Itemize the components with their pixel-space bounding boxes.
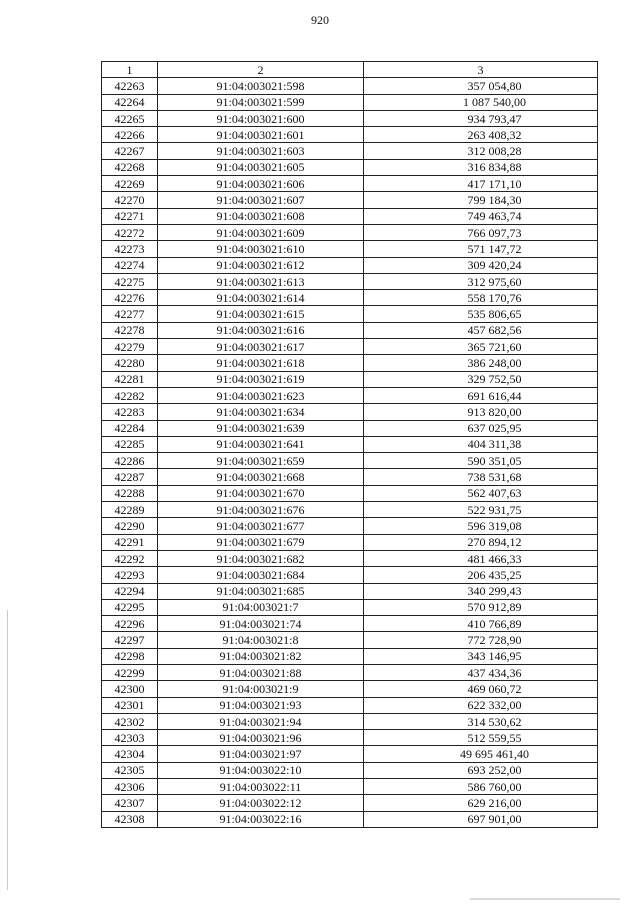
row-number-cell: 42286 (102, 453, 158, 469)
row-number-cell: 42302 (102, 713, 158, 729)
value-cell: 512 559,55 (364, 730, 598, 746)
row-number-cell: 42283 (102, 404, 158, 420)
cadastral-number-cell: 91:04:003021:74 (158, 616, 364, 632)
table-row (102, 567, 598, 583)
row-number-cell: 42301 (102, 697, 158, 713)
value-cell: 309 420,24 (364, 257, 598, 273)
cadastral-number-cell: 91:04:003021:97 (158, 746, 364, 762)
table-row (102, 697, 598, 713)
row-number-cell: 42303 (102, 730, 158, 746)
cadastral-number-cell: 91:04:003021:677 (158, 518, 364, 534)
row-number-cell: 42284 (102, 420, 158, 436)
table-row (102, 599, 598, 615)
cadastral-number-cell: 91:04:003021:612 (158, 257, 364, 273)
table-row (102, 176, 598, 192)
table-row (102, 110, 598, 126)
value-cell: 622 332,00 (364, 697, 598, 713)
scan-footer-mark (470, 898, 620, 900)
value-cell: 437 434,36 (364, 664, 598, 680)
cadastral-number-cell: 91:04:003021:7 (158, 599, 364, 615)
row-number-cell: 42304 (102, 746, 158, 762)
value-cell: 457 682,56 (364, 322, 598, 338)
row-number-cell: 42276 (102, 290, 158, 306)
row-number-cell: 42288 (102, 485, 158, 501)
value-cell: 522 931,75 (364, 502, 598, 518)
row-number-cell: 42274 (102, 257, 158, 273)
table-row (102, 127, 598, 143)
column-header-1: 1 (102, 62, 158, 78)
row-number-cell: 42278 (102, 322, 158, 338)
table-row (102, 664, 598, 680)
value-cell: 629 216,00 (364, 795, 598, 811)
row-number-cell: 42264 (102, 94, 158, 110)
table-row (102, 143, 598, 159)
value-cell: 386 248,00 (364, 355, 598, 371)
row-number-cell: 42291 (102, 534, 158, 550)
cadastral-number-cell: 91:04:003021:617 (158, 339, 364, 355)
value-cell: 312 008,28 (364, 143, 598, 159)
table-row (102, 273, 598, 289)
value-cell: 312 975,60 (364, 273, 598, 289)
cadastral-number-cell: 91:04:003021:598 (158, 78, 364, 94)
value-cell: 913 820,00 (364, 404, 598, 420)
cadastral-number-cell: 91:04:003021:685 (158, 583, 364, 599)
value-cell: 738 531,68 (364, 469, 598, 485)
column-header-3: 3 (364, 62, 598, 78)
value-cell: 329 752,50 (364, 371, 598, 387)
row-number-cell: 42267 (102, 143, 158, 159)
row-number-cell: 42263 (102, 78, 158, 94)
cadastral-number-cell: 91:04:003021:670 (158, 485, 364, 501)
table-row (102, 616, 598, 632)
value-cell: 481 466,33 (364, 550, 598, 566)
cadastral-number-cell: 91:04:003021:659 (158, 453, 364, 469)
value-cell: 799 184,30 (364, 192, 598, 208)
row-number-cell: 42268 (102, 159, 158, 175)
table-row (102, 453, 598, 469)
row-number-cell: 42280 (102, 355, 158, 371)
table-row (102, 322, 598, 338)
cadastral-number-cell: 91:04:003021:679 (158, 534, 364, 550)
table-row (102, 371, 598, 387)
row-number-cell: 42305 (102, 762, 158, 778)
value-cell: 535 806,65 (364, 306, 598, 322)
value-cell: 263 408,32 (364, 127, 598, 143)
table-row (102, 224, 598, 240)
row-number-cell: 42266 (102, 127, 158, 143)
cadastral-number-cell: 91:04:003021:599 (158, 94, 364, 110)
table-row (102, 762, 598, 778)
row-number-cell: 42294 (102, 583, 158, 599)
table-row (102, 241, 598, 257)
cadastral-number-cell: 91:04:003021:88 (158, 664, 364, 680)
row-number-cell: 42272 (102, 224, 158, 240)
row-number-cell: 42279 (102, 339, 158, 355)
cadastral-number-cell: 91:04:003021:682 (158, 550, 364, 566)
row-number-cell: 42282 (102, 387, 158, 403)
value-cell: 340 299,43 (364, 583, 598, 599)
row-number-cell: 42270 (102, 192, 158, 208)
row-number-cell: 42298 (102, 648, 158, 664)
table-row (102, 502, 598, 518)
page-number: 920 (311, 13, 329, 27)
value-cell: 206 435,25 (364, 567, 598, 583)
table-row (102, 648, 598, 664)
row-number-cell: 42299 (102, 664, 158, 680)
value-cell: 766 097,73 (364, 224, 598, 240)
row-number-cell: 42269 (102, 176, 158, 192)
table-row (102, 420, 598, 436)
cadastral-number-cell: 91:04:003021:93 (158, 697, 364, 713)
table-row (102, 436, 598, 452)
table-row (102, 518, 598, 534)
value-cell: 365 721,60 (364, 339, 598, 355)
value-cell: 590 351,05 (364, 453, 598, 469)
table-row (102, 485, 598, 501)
cadastral-number-cell: 91:04:003021:603 (158, 143, 364, 159)
cadastral-number-cell: 91:04:003021:96 (158, 730, 364, 746)
value-cell: 357 054,80 (364, 78, 598, 94)
cadastral-number-cell: 91:04:003021:9 (158, 681, 364, 697)
cadastral-number-cell: 91:04:003021:608 (158, 208, 364, 224)
cadastral-number-cell: 91:04:003021:8 (158, 632, 364, 648)
cadastral-number-cell: 91:04:003022:10 (158, 762, 364, 778)
value-cell: 571 147,72 (364, 241, 598, 257)
value-cell: 693 252,00 (364, 762, 598, 778)
value-cell: 270 894,12 (364, 534, 598, 550)
row-number-cell: 42290 (102, 518, 158, 534)
value-cell: 1 087 540,00 (364, 94, 598, 110)
row-number-cell: 42296 (102, 616, 158, 632)
row-number-cell: 42292 (102, 550, 158, 566)
row-number-cell: 42295 (102, 599, 158, 615)
table-body (102, 78, 598, 828)
table-row (102, 795, 598, 811)
row-number-cell: 42308 (102, 811, 158, 827)
row-number-cell: 42277 (102, 306, 158, 322)
value-cell: 343 146,95 (364, 648, 598, 664)
table-row (102, 583, 598, 599)
value-cell: 772 728,90 (364, 632, 598, 648)
cadastral-number-cell: 91:04:003021:634 (158, 404, 364, 420)
table-row (102, 257, 598, 273)
cadastral-number-cell: 91:04:003021:614 (158, 290, 364, 306)
cadastral-number-cell: 91:04:003021:610 (158, 241, 364, 257)
row-number-cell: 42271 (102, 208, 158, 224)
table-row (102, 290, 598, 306)
cadastral-number-cell: 91:04:003021:639 (158, 420, 364, 436)
row-number-cell: 42293 (102, 567, 158, 583)
table-row (102, 730, 598, 746)
table-row (102, 94, 598, 110)
row-number-cell: 42285 (102, 436, 158, 452)
header-row (102, 62, 598, 78)
value-cell: 697 901,00 (364, 811, 598, 827)
value-cell: 558 170,76 (364, 290, 598, 306)
value-cell: 586 760,00 (364, 779, 598, 795)
row-number-cell: 42281 (102, 371, 158, 387)
table-row (102, 469, 598, 485)
cadastral-number-cell: 91:04:003021:94 (158, 713, 364, 729)
value-cell: 637 025,95 (364, 420, 598, 436)
cadastral-number-cell: 91:04:003022:12 (158, 795, 364, 811)
cadastral-number-cell: 91:04:003021:606 (158, 176, 364, 192)
row-number-cell: 42287 (102, 469, 158, 485)
value-cell: 314 530,62 (364, 713, 598, 729)
cadastral-number-cell: 91:04:003021:605 (158, 159, 364, 175)
cadastral-number-cell: 91:04:003021:623 (158, 387, 364, 403)
row-number-cell: 42275 (102, 273, 158, 289)
table-row (102, 746, 598, 762)
table-row (102, 192, 598, 208)
value-cell: 934 793,47 (364, 110, 598, 126)
value-cell: 596 319,08 (364, 518, 598, 534)
cadastral-number-cell: 91:04:003021:607 (158, 192, 364, 208)
table-header (102, 62, 598, 78)
table-row (102, 779, 598, 795)
cadastral-number-cell: 91:04:003021:641 (158, 436, 364, 452)
table-row (102, 632, 598, 648)
table-row (102, 208, 598, 224)
row-number-cell: 42307 (102, 795, 158, 811)
cadastral-number-cell: 91:04:003021:684 (158, 567, 364, 583)
cadastral-number-cell: 91:04:003021:619 (158, 371, 364, 387)
cadastral-number-cell: 91:04:003021:601 (158, 127, 364, 143)
table-row (102, 811, 598, 827)
value-cell: 410 766,89 (364, 616, 598, 632)
table-row (102, 713, 598, 729)
table-row (102, 550, 598, 566)
value-cell: 749 463,74 (364, 208, 598, 224)
row-number-cell: 42289 (102, 502, 158, 518)
registry-table (101, 61, 598, 828)
value-cell: 404 311,38 (364, 436, 598, 452)
column-header-2: 2 (158, 62, 364, 78)
value-cell: 570 912,89 (364, 599, 598, 615)
value-cell: 562 407,63 (364, 485, 598, 501)
value-cell: 469 060,72 (364, 681, 598, 697)
cadastral-number-cell: 91:04:003022:11 (158, 779, 364, 795)
cadastral-number-cell: 91:04:003021:668 (158, 469, 364, 485)
cadastral-number-cell: 91:04:003021:676 (158, 502, 364, 518)
table-row (102, 387, 598, 403)
table-row (102, 306, 598, 322)
table-row (102, 339, 598, 355)
table-row (102, 404, 598, 420)
row-number-cell: 42306 (102, 779, 158, 795)
cadastral-number-cell: 91:04:003021:613 (158, 273, 364, 289)
cadastral-number-cell: 91:04:003022:16 (158, 811, 364, 827)
cadastral-number-cell: 91:04:003021:609 (158, 224, 364, 240)
value-cell: 316 834,88 (364, 159, 598, 175)
cadastral-number-cell: 91:04:003021:82 (158, 648, 364, 664)
cadastral-number-cell: 91:04:003021:600 (158, 110, 364, 126)
value-cell: 417 171,10 (364, 176, 598, 192)
row-number-cell: 42273 (102, 241, 158, 257)
table-row (102, 355, 598, 371)
table-row (102, 534, 598, 550)
row-number-cell: 42300 (102, 681, 158, 697)
table-row (102, 681, 598, 697)
cadastral-number-cell: 91:04:003021:615 (158, 306, 364, 322)
value-cell: 691 616,44 (364, 387, 598, 403)
cadastral-number-cell: 91:04:003021:618 (158, 355, 364, 371)
cadastral-number-cell: 91:04:003021:616 (158, 322, 364, 338)
table-row (102, 78, 598, 94)
value-cell: 49 695 461,40 (364, 746, 598, 762)
row-number-cell: 42297 (102, 632, 158, 648)
scan-margin-line (7, 610, 8, 890)
table-row (102, 159, 598, 175)
row-number-cell: 42265 (102, 110, 158, 126)
